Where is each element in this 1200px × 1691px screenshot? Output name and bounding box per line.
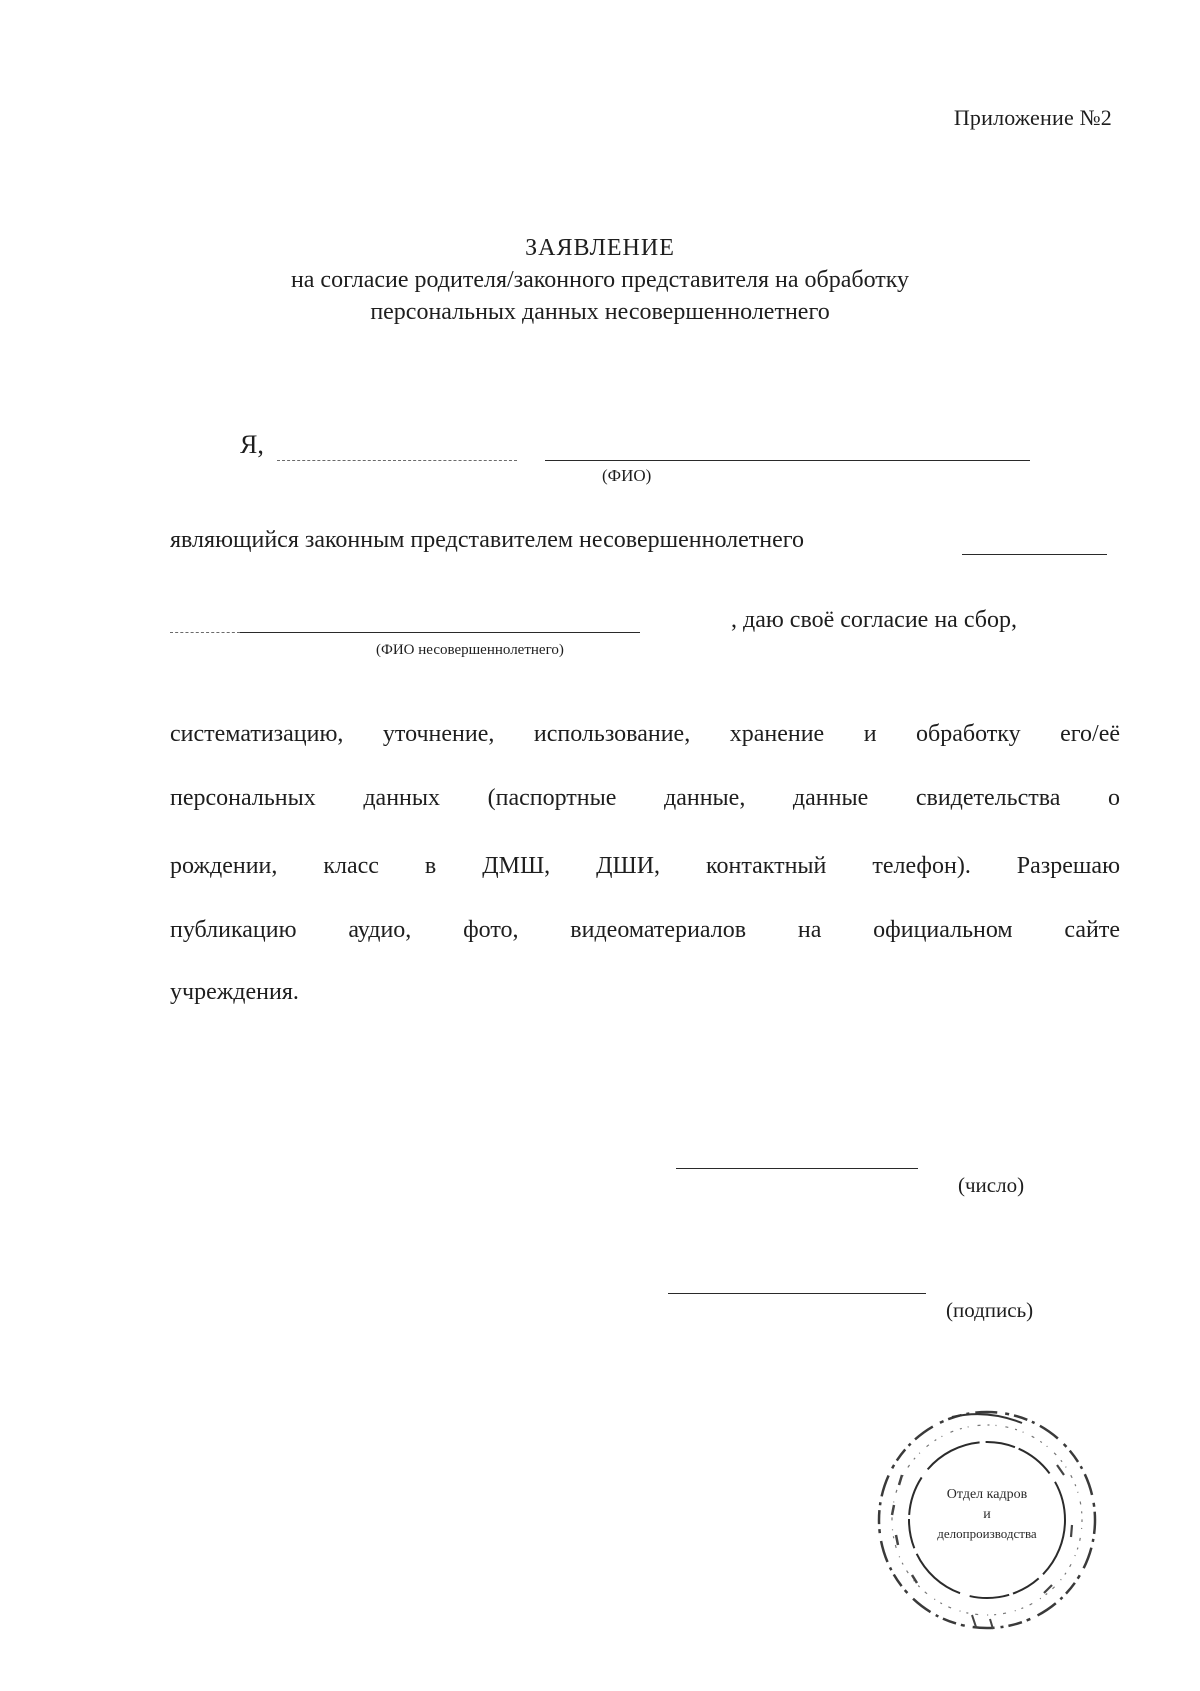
representative-field-line[interactable]: [962, 554, 1107, 555]
body-line-1: систематизацию, уточнение, использование, хранение и обработку его/её: [170, 721, 1120, 747]
body-line-2: персональных данных (паспортные данные, данные свидетельства о: [170, 785, 1120, 811]
stamp-text-line-2: и: [983, 1507, 991, 1522]
body-line-5: учреждения.: [170, 979, 299, 1005]
fio-field-line-right[interactable]: [545, 460, 1030, 461]
fio-caption: (ФИО): [602, 466, 652, 485]
signature-field-line[interactable]: [668, 1293, 926, 1294]
ya-label: Я,: [240, 430, 264, 459]
document-title: ЗАЯВЛЕНИЕ: [525, 235, 675, 261]
stamp-text-line-1: Отдел кадров: [946, 1487, 1028, 1502]
document-subtitle-line-1: на согласие родителя/законного представителя на обработку: [290, 267, 910, 293]
minor-fio-field-line-left[interactable]: [170, 632, 240, 633]
stamp-seal: [872, 1405, 1102, 1635]
stamp-text-line-3: делопроизводства: [937, 1526, 1037, 1541]
date-field-line[interactable]: [676, 1168, 918, 1169]
fio-field-line-left[interactable]: [277, 460, 517, 461]
body-line-4: публикацию аудио, фото, видеоматериалов на официальном сайте: [170, 917, 1120, 943]
representative-text: являющийся законным представителем несовершеннолетнего: [170, 527, 804, 553]
annex-label: Приложение №2: [953, 105, 1112, 130]
body-line-3: рождении, класс в ДМШ, ДШИ, контактный телефон). Разрешаю: [170, 853, 1120, 879]
date-label: (число): [958, 1173, 1025, 1197]
minor-fio-field-line[interactable]: [240, 632, 640, 633]
signature-label: (подпись): [946, 1298, 1034, 1322]
minor-fio-caption: (ФИО несовершеннолетнего): [376, 642, 564, 658]
document-subtitle-line-2: персональных данных несовершеннолетнего: [370, 299, 830, 325]
consent-text: , даю своё согласие на сбор,: [731, 607, 1017, 633]
title-block: [0, 232, 1200, 328]
